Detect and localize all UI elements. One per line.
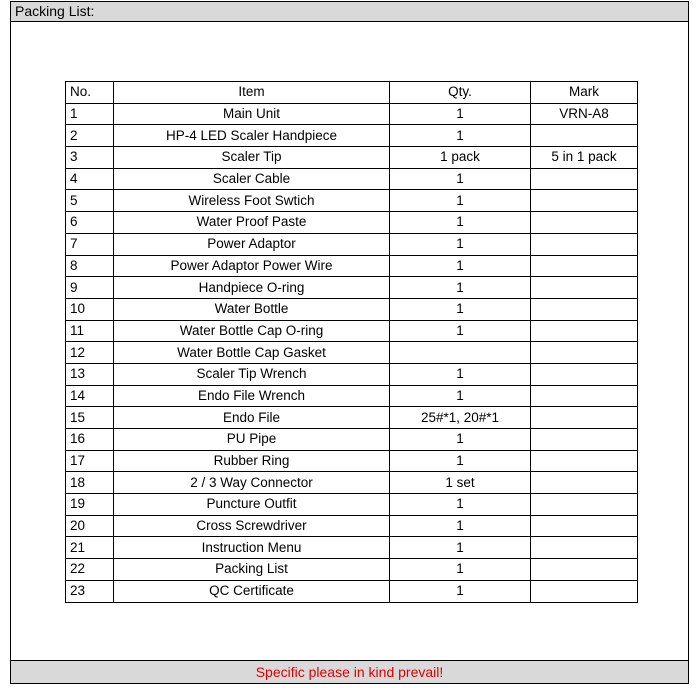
cell-no: 20 [66, 515, 114, 537]
cell-no: 23 [66, 580, 114, 602]
cell-item: Power Adaptor [114, 233, 390, 255]
cell-mark [531, 277, 638, 299]
footer-note: Specific please in kind prevail! [255, 664, 444, 680]
cell-qty: 1 [390, 320, 531, 342]
cell-qty: 1 [390, 363, 531, 385]
table-row [66, 537, 638, 559]
cell-mark [531, 298, 638, 320]
table-row [66, 429, 638, 451]
cell-no: 6 [66, 212, 114, 234]
cell-item: Endo File Wrench [114, 385, 390, 407]
table-row [66, 255, 638, 277]
cell-item: Endo File [114, 407, 390, 429]
cell-qty: 1 [390, 494, 531, 516]
cell-qty: 1 [390, 233, 531, 255]
cell-mark [531, 515, 638, 537]
table-row [66, 298, 638, 320]
cell-no: 19 [66, 494, 114, 516]
footer-bar [10, 660, 689, 684]
cell-item: Rubber Ring [114, 450, 390, 472]
cell-qty: 1 [390, 385, 531, 407]
cell-mark: 5 in 1 pack [531, 147, 638, 169]
cell-qty: 1 [390, 168, 531, 190]
table-row [66, 125, 638, 147]
cell-qty: 1 set [390, 472, 531, 494]
cell-no: 14 [66, 385, 114, 407]
cell-item: QC Certificate [114, 580, 390, 602]
cell-item: Water Bottle Cap Gasket [114, 342, 390, 364]
table-row [66, 342, 638, 364]
table-row [66, 407, 638, 429]
cell-qty: 1 [390, 212, 531, 234]
cell-mark [531, 559, 638, 581]
table-row [66, 559, 638, 581]
cell-qty: 1 [390, 429, 531, 451]
cell-item: PU Pipe [114, 429, 390, 451]
cell-item: 2 / 3 Way Connector [114, 472, 390, 494]
cell-mark [531, 494, 638, 516]
cell-item: Handpiece O-ring [114, 277, 390, 299]
cell-item: Main Unit [114, 103, 390, 125]
cell-item: Puncture Outfit [114, 494, 390, 516]
section-header [10, 1, 689, 22]
cell-mark [531, 342, 638, 364]
cell-qty: 1 [390, 277, 531, 299]
cell-mark [531, 429, 638, 451]
cell-item: Wireless Foot Swtich [114, 190, 390, 212]
cell-no: 2 [66, 125, 114, 147]
cell-qty [390, 342, 531, 364]
cell-no: 12 [66, 342, 114, 364]
table-row [66, 320, 638, 342]
cell-qty: 1 pack [390, 147, 531, 169]
cell-no: 11 [66, 320, 114, 342]
cell-mark [531, 537, 638, 559]
table-row [66, 515, 638, 537]
cell-mark [531, 233, 638, 255]
cell-mark [531, 212, 638, 234]
cell-mark [531, 168, 638, 190]
table-row [66, 450, 638, 472]
table-row [66, 472, 638, 494]
cell-mark [531, 320, 638, 342]
table-row [66, 190, 638, 212]
column-header-no: No. [66, 82, 114, 104]
cell-qty: 1 [390, 580, 531, 602]
cell-qty: 1 [390, 537, 531, 559]
cell-no: 9 [66, 277, 114, 299]
table-row [66, 147, 638, 169]
cell-item: Water Proof Paste [114, 212, 390, 234]
cell-no: 10 [66, 298, 114, 320]
cell-item: HP-4 LED Scaler Handpiece [114, 125, 390, 147]
column-header-mark: Mark [531, 82, 638, 104]
cell-qty: 1 [390, 298, 531, 320]
cell-qty: 25#*1, 20#*1 [390, 407, 531, 429]
cell-mark [531, 125, 638, 147]
cell-item: Power Adaptor Power Wire [114, 255, 390, 277]
section-title: Packing List: [15, 3, 95, 19]
column-header-item: Item [114, 82, 390, 104]
cell-qty: 1 [390, 125, 531, 147]
cell-item: Instruction Menu [114, 537, 390, 559]
cell-no: 3 [66, 147, 114, 169]
cell-item: Water Bottle Cap O-ring [114, 320, 390, 342]
cell-item: Packing List [114, 559, 390, 581]
cell-mark [531, 450, 638, 472]
packing-list-table [65, 81, 638, 603]
cell-item: Scaler Tip Wrench [114, 363, 390, 385]
cell-item: Cross Screwdriver [114, 515, 390, 537]
cell-item: Scaler Cable [114, 168, 390, 190]
column-header-qty: Qty. [390, 82, 531, 104]
cell-mark [531, 407, 638, 429]
cell-no: 4 [66, 168, 114, 190]
cell-item: Water Bottle [114, 298, 390, 320]
cell-no: 5 [66, 190, 114, 212]
table-row [66, 494, 638, 516]
cell-no: 22 [66, 559, 114, 581]
cell-mark [531, 385, 638, 407]
cell-no: 15 [66, 407, 114, 429]
table-row [66, 168, 638, 190]
cell-qty: 1 [390, 255, 531, 277]
cell-no: 17 [66, 450, 114, 472]
table-row [66, 363, 638, 385]
cell-qty: 1 [390, 103, 531, 125]
cell-item: Scaler Tip [114, 147, 390, 169]
cell-mark [531, 580, 638, 602]
cell-qty: 1 [390, 515, 531, 537]
cell-no: 18 [66, 472, 114, 494]
cell-mark [531, 190, 638, 212]
cell-mark [531, 363, 638, 385]
table-row [66, 233, 638, 255]
table-row [66, 580, 638, 602]
table-row [66, 103, 638, 125]
cell-no: 13 [66, 363, 114, 385]
cell-no: 16 [66, 429, 114, 451]
table-row [66, 277, 638, 299]
cell-qty: 1 [390, 190, 531, 212]
cell-no: 21 [66, 537, 114, 559]
cell-no: 8 [66, 255, 114, 277]
cell-mark: VRN-A8 [531, 103, 638, 125]
table-row [66, 212, 638, 234]
cell-no: 7 [66, 233, 114, 255]
cell-mark [531, 255, 638, 277]
cell-qty: 1 [390, 559, 531, 581]
table-row [66, 385, 638, 407]
cell-mark [531, 472, 638, 494]
cell-qty: 1 [390, 450, 531, 472]
table-header-row [66, 82, 638, 104]
cell-no: 1 [66, 103, 114, 125]
